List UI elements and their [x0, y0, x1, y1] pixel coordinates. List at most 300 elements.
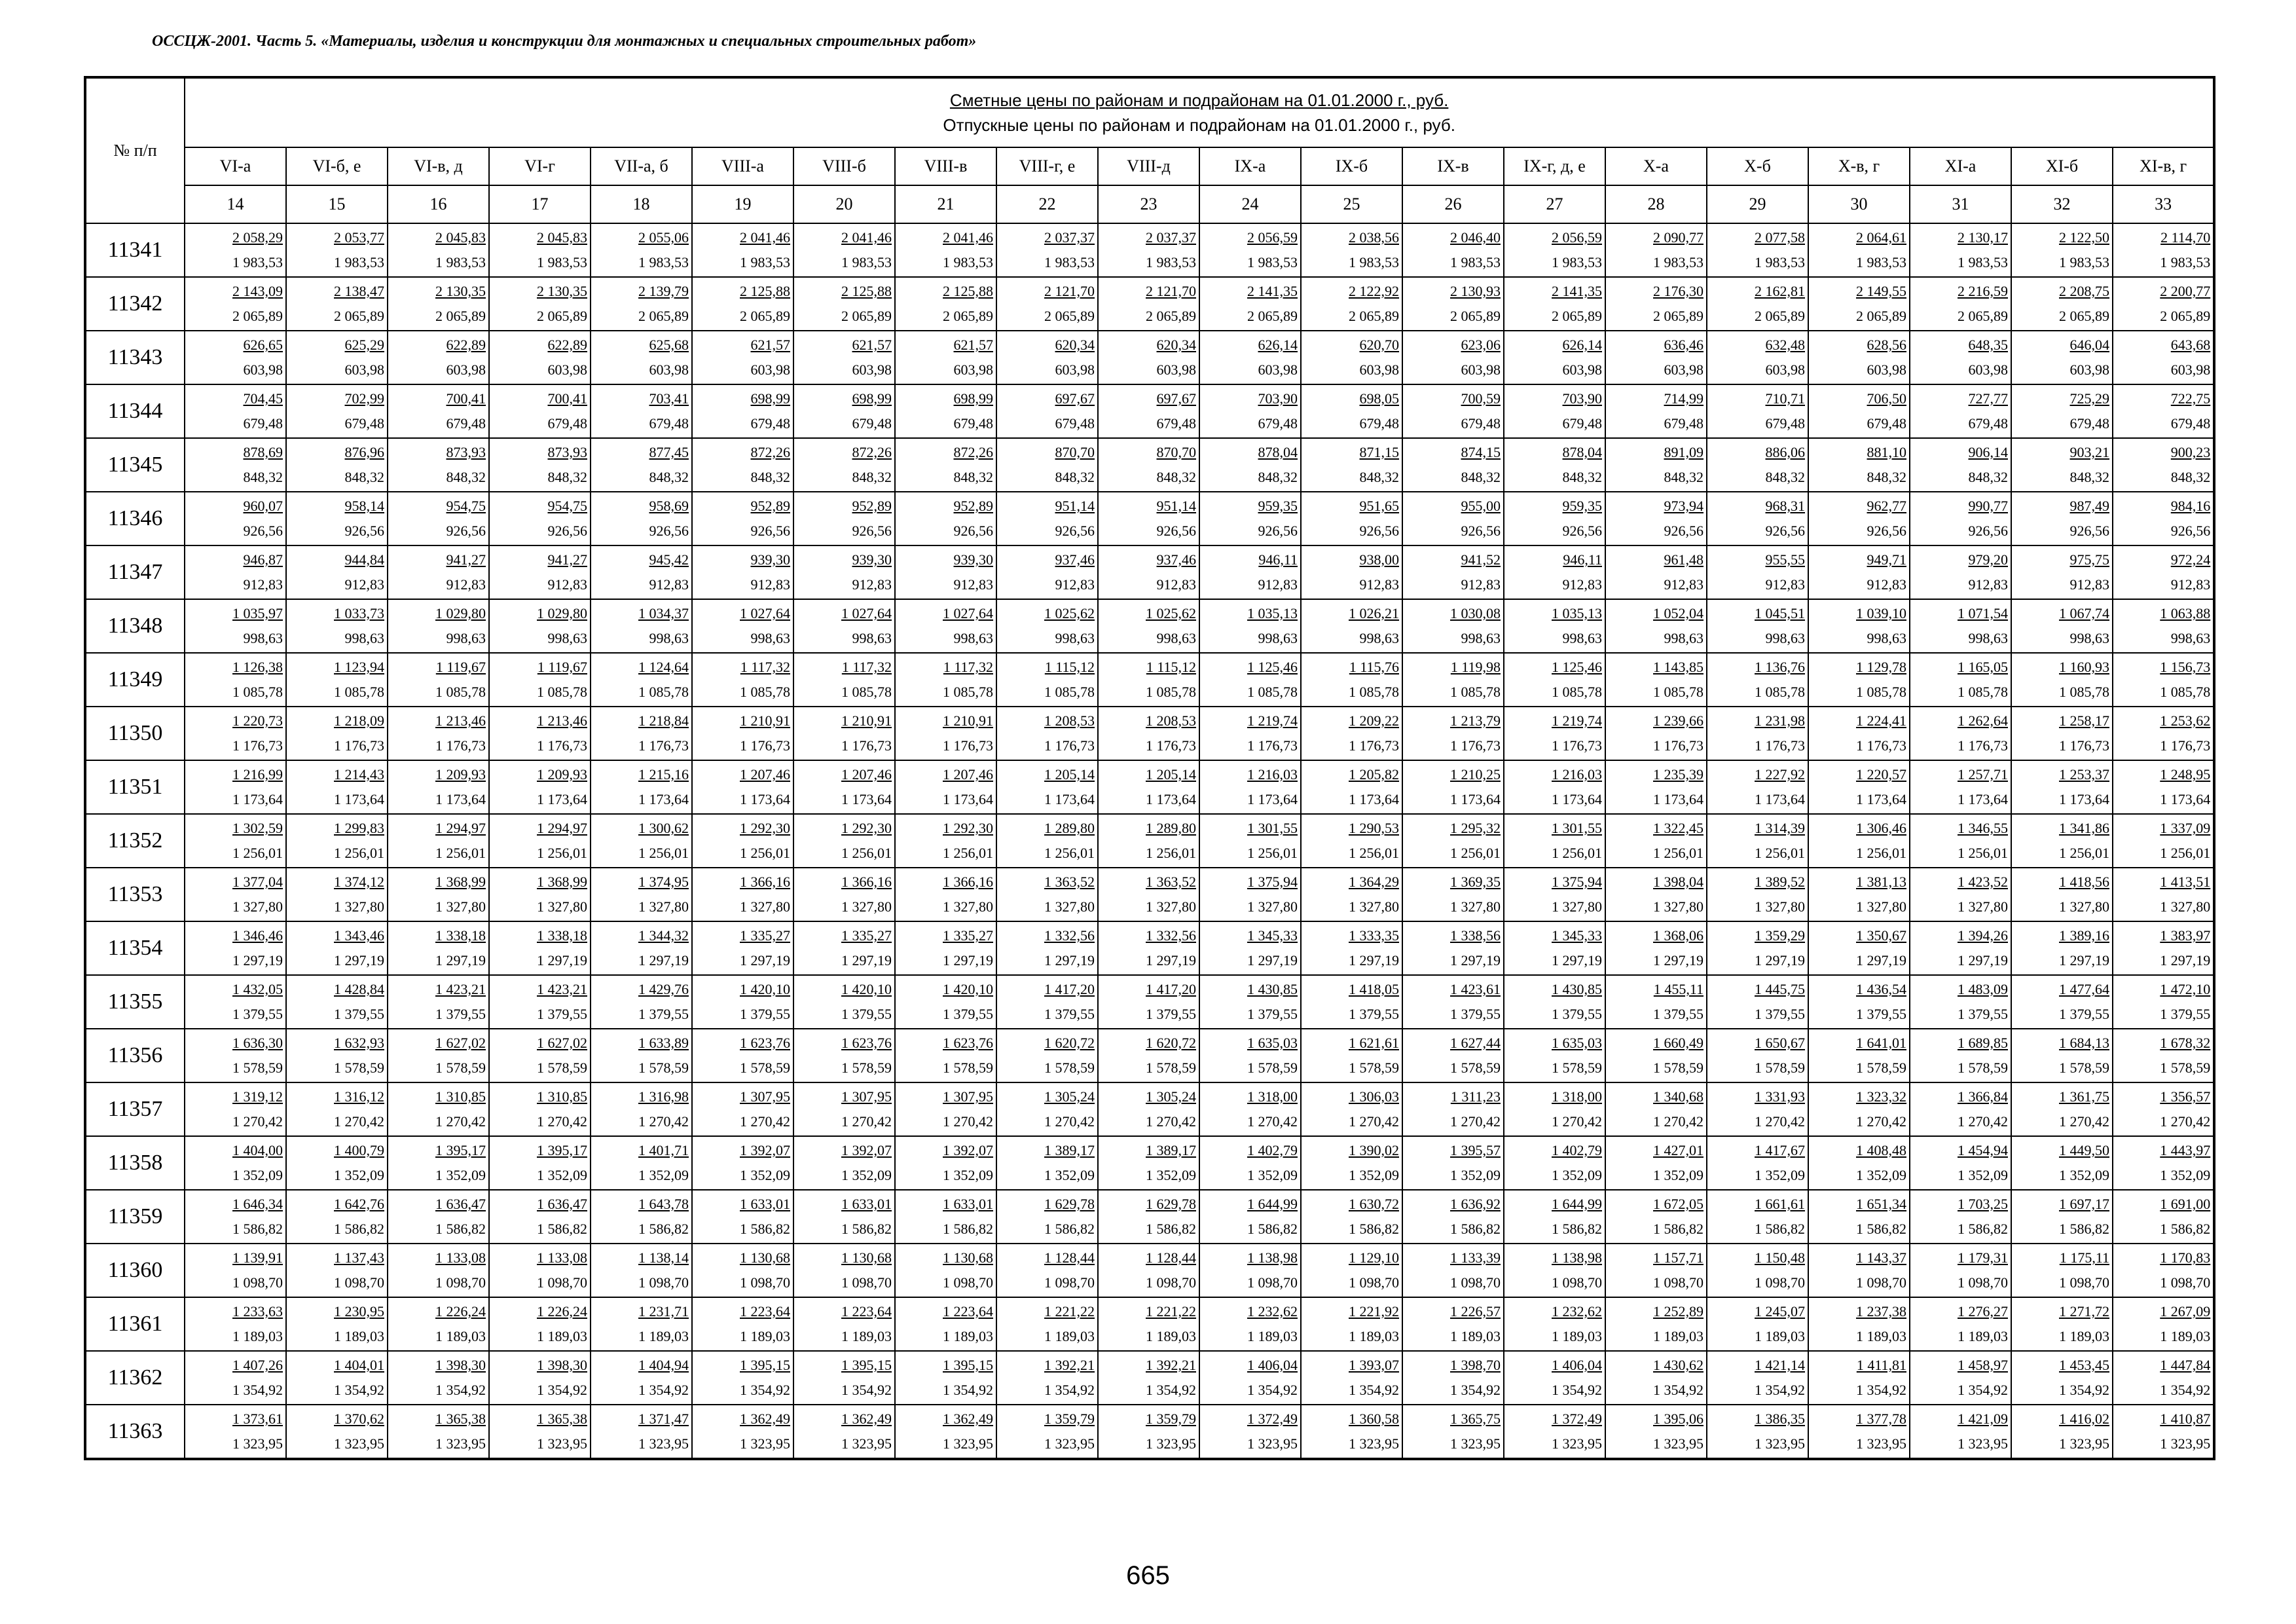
estimate-price: 1 345,33: [1247, 927, 1298, 944]
price-cell: [692, 1405, 793, 1459]
release-price: 926,56: [750, 523, 790, 539]
row-number: 11345: [85, 438, 185, 492]
release-price: 1 578,59: [1247, 1060, 1298, 1076]
column-number: 33: [2113, 185, 2214, 223]
price-cell: [489, 921, 591, 975]
estimate-price: 1 408,48: [1856, 1142, 1906, 1158]
release-price: 1 354,92: [537, 1382, 587, 1398]
price-cell: [1199, 545, 1301, 599]
release-price: 1 354,92: [1552, 1382, 1602, 1398]
estimate-price: 958,69: [649, 498, 689, 514]
release-price: 1 256,01: [1247, 845, 1298, 861]
estimate-price: 1 128,44: [1044, 1249, 1095, 1266]
estimate-price: 872,26: [852, 444, 892, 460]
row-number: 11360: [85, 1244, 185, 1297]
release-price: 1 352,09: [435, 1167, 486, 1183]
price-cell: [286, 492, 388, 545]
estimate-price: 1 365,38: [537, 1411, 587, 1427]
estimate-price: 703,41: [649, 390, 689, 407]
price-cell: [793, 277, 895, 331]
release-price: 1 352,09: [1450, 1167, 1501, 1183]
release-price: 1 189,03: [2059, 1328, 2109, 1344]
estimate-price: 1 125,46: [1552, 659, 1602, 675]
price-cell: [1504, 1297, 1605, 1351]
release-price: 1 578,59: [232, 1060, 283, 1076]
estimate-price: 876,96: [344, 444, 384, 460]
estimate-price: 702,99: [344, 390, 384, 407]
estimate-price: 1 633,01: [841, 1196, 892, 1212]
price-cell: [1504, 1029, 1605, 1082]
estimate-price: 1 156,73: [2160, 659, 2211, 675]
release-price: 926,56: [446, 523, 486, 539]
estimate-price: 710,71: [1765, 390, 1805, 407]
row-number: 11353: [85, 868, 185, 921]
release-price: 1 327,80: [740, 898, 790, 915]
price-cell: [1402, 438, 1504, 492]
release-price: 1 379,55: [841, 1006, 892, 1022]
release-price: 998,63: [2069, 630, 2109, 646]
estimate-price: 872,26: [953, 444, 993, 460]
estimate-price: 2 046,40: [1450, 229, 1501, 246]
release-price: 1 297,19: [1349, 952, 1399, 969]
estimate-price: 620,70: [1359, 337, 1399, 353]
estimate-price: 2 114,70: [2160, 229, 2211, 246]
price-cell: [996, 1082, 1098, 1136]
region-header: VI-г: [489, 147, 591, 185]
release-price: 1 297,19: [1856, 952, 1906, 969]
price-cell: [388, 1244, 489, 1297]
price-cell: [1301, 492, 1402, 545]
release-price: 679,48: [750, 415, 790, 432]
estimate-price: 960,07: [243, 498, 283, 514]
price-cell: [1605, 975, 1707, 1029]
release-price: 1 983,53: [1349, 254, 1399, 270]
release-price: 2 065,89: [1349, 308, 1399, 324]
release-price: 679,48: [243, 415, 283, 432]
estimate-price: 1 257,71: [1958, 766, 2008, 783]
estimate-price: 954,75: [547, 498, 587, 514]
row-number: 11348: [85, 599, 185, 653]
estimate-price: 1 294,97: [435, 820, 486, 836]
release-price: 1 354,92: [1755, 1382, 1805, 1398]
price-cell: [692, 545, 793, 599]
row-number: 11349: [85, 653, 185, 707]
estimate-price: 1 218,84: [638, 712, 689, 729]
estimate-price: 1 423,21: [537, 981, 587, 997]
estimate-price: 1 417,20: [1146, 981, 1196, 997]
estimate-price: 697,67: [1156, 390, 1196, 407]
estimate-price: 1 447,84: [2160, 1357, 2211, 1373]
release-price: 1 586,82: [537, 1221, 587, 1237]
estimate-price: 1 373,61: [232, 1411, 283, 1427]
estimate-price: 1 233,63: [232, 1303, 283, 1320]
price-cell: [1707, 1297, 1808, 1351]
price-cell: [591, 384, 692, 438]
price-cell: [1301, 1244, 1402, 1297]
price-cell: [1199, 1029, 1301, 1082]
release-price: 1 586,82: [2059, 1221, 2109, 1237]
price-cell: [895, 223, 996, 277]
estimate-price: 1 033,73: [334, 605, 384, 621]
release-price: 848,32: [344, 469, 384, 485]
release-price: 1 085,78: [1247, 684, 1298, 700]
price-cell: [996, 223, 1098, 277]
price-cell: [1707, 384, 1808, 438]
release-price: 926,56: [1867, 523, 1906, 539]
estimate-price: 1 218,09: [334, 712, 384, 729]
estimate-price: 1 232,62: [1247, 1303, 1298, 1320]
release-price: 603,98: [1765, 361, 1805, 378]
release-price: 1 983,53: [2059, 254, 2109, 270]
estimate-price: 700,41: [446, 390, 486, 407]
price-cell: [2011, 438, 2113, 492]
release-price: 1 189,03: [1653, 1328, 1704, 1344]
release-price: 1 173,64: [1958, 791, 2008, 807]
estimate-price: 1 207,46: [841, 766, 892, 783]
release-price: 1 098,70: [232, 1274, 283, 1291]
price-cell: [1910, 975, 2011, 1029]
price-cell: [1402, 1190, 1504, 1244]
estimate-price: 906,14: [1968, 444, 2008, 460]
price-cell: [591, 1029, 692, 1082]
release-price: 848,32: [446, 469, 486, 485]
release-price: 1 189,03: [740, 1328, 790, 1344]
estimate-price: 1 423,52: [1958, 874, 2008, 890]
estimate-price: 1 406,04: [1247, 1357, 1298, 1373]
release-price: 1 354,92: [740, 1382, 790, 1398]
price-cell: [1808, 1082, 1910, 1136]
release-price: 1 085,78: [1044, 684, 1095, 700]
release-price: 1 176,73: [2160, 737, 2211, 754]
price-cell: [2113, 223, 2214, 277]
estimate-price: 1 205,14: [1146, 766, 1196, 783]
estimate-price: 954,75: [446, 498, 486, 514]
column-number: 25: [1301, 185, 1402, 223]
estimate-price: 1 454,94: [1958, 1142, 2008, 1158]
price-cell: [286, 223, 388, 277]
release-price: 2 065,89: [1044, 308, 1095, 324]
estimate-price: 1 067,74: [2059, 605, 2109, 621]
estimate-price: 1 253,62: [2160, 712, 2211, 729]
estimate-price: 1 633,01: [740, 1196, 790, 1212]
estimate-price: 1 359,29: [1755, 927, 1805, 944]
price-cell: [489, 438, 591, 492]
estimate-price: 1 208,53: [1146, 712, 1196, 729]
release-price: 1 586,82: [334, 1221, 384, 1237]
release-price: 603,98: [649, 361, 689, 378]
estimate-price: 1 436,54: [1856, 981, 1906, 997]
estimate-price: 1 318,00: [1247, 1088, 1298, 1105]
estimate-price: 727,77: [1968, 390, 2008, 407]
release-price: 1 173,64: [1044, 791, 1095, 807]
price-cell: [185, 492, 286, 545]
release-price: 603,98: [1968, 361, 2008, 378]
estimate-price: 987,49: [2069, 498, 2109, 514]
estimate-price: 1 039,10: [1856, 605, 1906, 621]
estimate-price: 626,65: [243, 337, 283, 353]
estimate-price: 1 366,84: [1958, 1088, 2008, 1105]
estimate-price: 1 371,47: [638, 1411, 689, 1427]
price-cell: [692, 1190, 793, 1244]
estimate-price: 1 220,57: [1856, 766, 1906, 783]
price-cell: [996, 975, 1098, 1029]
estimate-price: 1 205,14: [1044, 766, 1095, 783]
estimate-price: 1 369,35: [1450, 874, 1501, 890]
price-cell: [793, 707, 895, 760]
estimate-price: 1 289,80: [1146, 820, 1196, 836]
estimate-price: 2 041,46: [943, 229, 993, 246]
estimate-price: 979,20: [1968, 551, 2008, 568]
estimate-price: 1 394,26: [1958, 927, 2008, 944]
release-price: 912,83: [953, 576, 993, 593]
price-cell: [185, 384, 286, 438]
estimate-price: 2 125,88: [841, 283, 892, 299]
price-cell: [2011, 653, 2113, 707]
price-cell: [793, 384, 895, 438]
estimate-price: 628,56: [1867, 337, 1906, 353]
region-header: VI-в, д: [388, 147, 489, 185]
price-cell: [1199, 1244, 1301, 1297]
release-price: 1 176,73: [334, 737, 384, 754]
release-price: 1 297,19: [232, 952, 283, 969]
estimate-price: 1 359,79: [1146, 1411, 1196, 1427]
estimate-price: 1 133,08: [435, 1249, 486, 1266]
estimate-price: 1 179,31: [1958, 1249, 2008, 1266]
price-cell: [1402, 653, 1504, 707]
price-cell: [185, 921, 286, 975]
estimate-price: 1 421,14: [1755, 1357, 1805, 1373]
estimate-price: 1 395,15: [841, 1357, 892, 1373]
estimate-price: 1 292,30: [841, 820, 892, 836]
release-price: 1 189,03: [841, 1328, 892, 1344]
release-price: 1 354,92: [2059, 1382, 2109, 1398]
estimate-price: 1 160,93: [2059, 659, 2109, 675]
price-cell: [2113, 1190, 2214, 1244]
release-price: 1 327,80: [537, 898, 587, 915]
estimate-price: 1 063,88: [2160, 605, 2211, 621]
price-cell: [1707, 1190, 1808, 1244]
estimate-price: 938,00: [1359, 551, 1399, 568]
release-price: 912,83: [1765, 576, 1805, 593]
price-cell: [1707, 223, 1808, 277]
estimate-price: 1 130,68: [841, 1249, 892, 1266]
release-price: 998,63: [1867, 630, 1906, 646]
release-price: 848,32: [953, 469, 993, 485]
release-price: 1 586,82: [841, 1221, 892, 1237]
release-price: 1 270,42: [1146, 1113, 1196, 1130]
release-price: 2 065,89: [1958, 308, 2008, 324]
region-header: XI-б: [2011, 147, 2113, 185]
release-price: 1 270,42: [1450, 1113, 1501, 1130]
price-cell: [996, 814, 1098, 868]
estimate-price: 2 055,06: [638, 229, 689, 246]
estimate-price: 1 420,10: [841, 981, 892, 997]
estimate-price: 1 209,22: [1349, 712, 1399, 729]
estimate-price: 1 143,37: [1856, 1249, 1906, 1266]
release-price: 998,63: [2170, 630, 2211, 646]
estimate-price: 1 226,24: [537, 1303, 587, 1320]
estimate-price: 1 210,91: [943, 712, 993, 729]
release-price: 1 323,95: [1856, 1435, 1906, 1452]
estimate-price: 870,70: [1156, 444, 1196, 460]
row-number: 11356: [85, 1029, 185, 1082]
release-price: 1 578,59: [1755, 1060, 1805, 1076]
release-price: 1 379,55: [334, 1006, 384, 1022]
release-price: 1 176,73: [1146, 737, 1196, 754]
table-row: [85, 1351, 2214, 1405]
release-price: 1 189,03: [435, 1328, 486, 1344]
region-header-row: [85, 147, 2214, 185]
price-cell: [692, 975, 793, 1029]
estimate-price: 1 392,21: [1044, 1357, 1095, 1373]
price-cell: [185, 331, 286, 384]
price-cell: [2113, 438, 2214, 492]
estimate-price: 1 338,18: [537, 927, 587, 944]
price-cell: [1707, 814, 1808, 868]
release-price: 2 065,89: [1755, 308, 1805, 324]
estimate-price: 1 035,13: [1247, 605, 1298, 621]
release-price: 1 578,59: [1450, 1060, 1501, 1076]
price-cell: [591, 1082, 692, 1136]
price-cell: [895, 1405, 996, 1459]
estimate-price: 636,46: [1664, 337, 1704, 353]
release-price: 1 586,82: [638, 1221, 689, 1237]
price-cell: [1402, 921, 1504, 975]
release-price: 848,32: [649, 469, 689, 485]
estimate-price: 1 646,34: [232, 1196, 283, 1212]
price-cell: [388, 1029, 489, 1082]
estimate-price: 700,59: [1461, 390, 1501, 407]
release-price: 1 983,53: [2160, 254, 2211, 270]
estimate-price: 891,09: [1664, 444, 1704, 460]
price-cell: [1605, 1136, 1707, 1190]
estimate-price: 1 245,07: [1755, 1303, 1805, 1320]
table-row: [85, 223, 2214, 277]
release-price: 848,32: [1359, 469, 1399, 485]
estimate-price: 2 176,30: [1653, 283, 1704, 299]
release-price: 912,83: [243, 576, 283, 593]
release-price: 848,32: [2170, 469, 2211, 485]
row-number: 11346: [85, 492, 185, 545]
price-cell: [388, 277, 489, 331]
price-cell: [895, 277, 996, 331]
price-cell: [185, 1136, 286, 1190]
price-cell: [489, 1297, 591, 1351]
release-price: 1 352,09: [232, 1167, 283, 1183]
release-price: 1 352,09: [2160, 1167, 2211, 1183]
estimate-price: 1 027,64: [740, 605, 790, 621]
release-price: 1 379,55: [2059, 1006, 2109, 1022]
estimate-price: 1 389,17: [1146, 1142, 1196, 1158]
price-cell: [1707, 760, 1808, 814]
region-header: X-а: [1605, 147, 1707, 185]
release-price: 1 297,19: [1958, 952, 2008, 969]
estimate-price: 1 413,51: [2160, 874, 2211, 890]
release-price: 1 352,09: [841, 1167, 892, 1183]
price-cell: [2113, 1351, 2214, 1405]
release-price: 1 327,80: [232, 898, 283, 915]
estimate-price: 1 137,43: [334, 1249, 384, 1266]
price-cell: [388, 1351, 489, 1405]
column-number: 27: [1504, 185, 1605, 223]
estimate-price: 1 635,03: [1552, 1035, 1602, 1051]
price-cell: [1098, 545, 1199, 599]
price-cell: [1707, 653, 1808, 707]
release-price: 1 098,70: [1755, 1274, 1805, 1291]
release-price: 1 586,82: [943, 1221, 993, 1237]
price-cell: [2011, 868, 2113, 921]
caption-estimate-prices: Сметные цены по районам и подрайонам на 01.01.2000 г., руб.: [949, 90, 1449, 110]
price-cell: [1910, 1405, 2011, 1459]
estimate-price: 1 035,13: [1552, 605, 1602, 621]
price-cell: [2011, 1297, 2113, 1351]
price-cell: [1808, 1244, 1910, 1297]
price-cell: [489, 277, 591, 331]
price-cell: [489, 545, 591, 599]
price-cell: [996, 1297, 1098, 1351]
estimate-price: 1 030,08: [1450, 605, 1501, 621]
release-price: 848,32: [1258, 469, 1298, 485]
release-price: 1 256,01: [638, 845, 689, 861]
release-price: 1 297,19: [841, 952, 892, 969]
release-price: 1 379,55: [1552, 1006, 1602, 1022]
estimate-price: 1 428,84: [334, 981, 384, 997]
release-price: 1 256,01: [1552, 845, 1602, 861]
release-price: 998,63: [1562, 630, 1602, 646]
release-price: 1 352,09: [1755, 1167, 1805, 1183]
estimate-price: 1 216,03: [1247, 766, 1298, 783]
estimate-price: 1 395,17: [537, 1142, 587, 1158]
estimate-price: 2 138,47: [334, 283, 384, 299]
estimate-price: 1 363,52: [1146, 874, 1196, 890]
price-cell: [1098, 760, 1199, 814]
release-price: 1 586,82: [1552, 1221, 1602, 1237]
price-cell: [1605, 438, 1707, 492]
estimate-price: 1 307,95: [841, 1088, 892, 1105]
price-table: [84, 76, 2215, 1460]
price-cell: [1504, 868, 1605, 921]
release-price: 679,48: [2170, 415, 2211, 432]
release-price: 1 323,95: [537, 1435, 587, 1452]
release-price: 912,83: [750, 576, 790, 593]
estimate-price: 1 314,39: [1755, 820, 1805, 836]
release-price: 1 379,55: [435, 1006, 486, 1022]
price-cell: [1808, 1297, 1910, 1351]
price-cell: [996, 707, 1098, 760]
estimate-price: 1 235,39: [1653, 766, 1704, 783]
release-price: 1 270,42: [232, 1113, 283, 1130]
price-cell: [388, 384, 489, 438]
price-cell: [591, 1405, 692, 1459]
price-cell: [1199, 653, 1301, 707]
price-cell: [1910, 921, 2011, 975]
estimate-price: 625,68: [649, 337, 689, 353]
release-price: 912,83: [2170, 576, 2211, 593]
estimate-price: 1 343,46: [334, 927, 384, 944]
release-price: 1 256,01: [740, 845, 790, 861]
price-cell: [2011, 277, 2113, 331]
estimate-price: 1 404,01: [334, 1357, 384, 1373]
release-price: 1 270,42: [1755, 1113, 1805, 1130]
price-cell: [489, 814, 591, 868]
release-price: 679,48: [953, 415, 993, 432]
estimate-price: 873,93: [547, 444, 587, 460]
estimate-price: 1 117,32: [943, 659, 993, 675]
column-number: 32: [2011, 185, 2113, 223]
price-cell: [388, 868, 489, 921]
region-header: IX-г, д, е: [1504, 147, 1605, 185]
estimate-price: 1 362,49: [740, 1411, 790, 1427]
